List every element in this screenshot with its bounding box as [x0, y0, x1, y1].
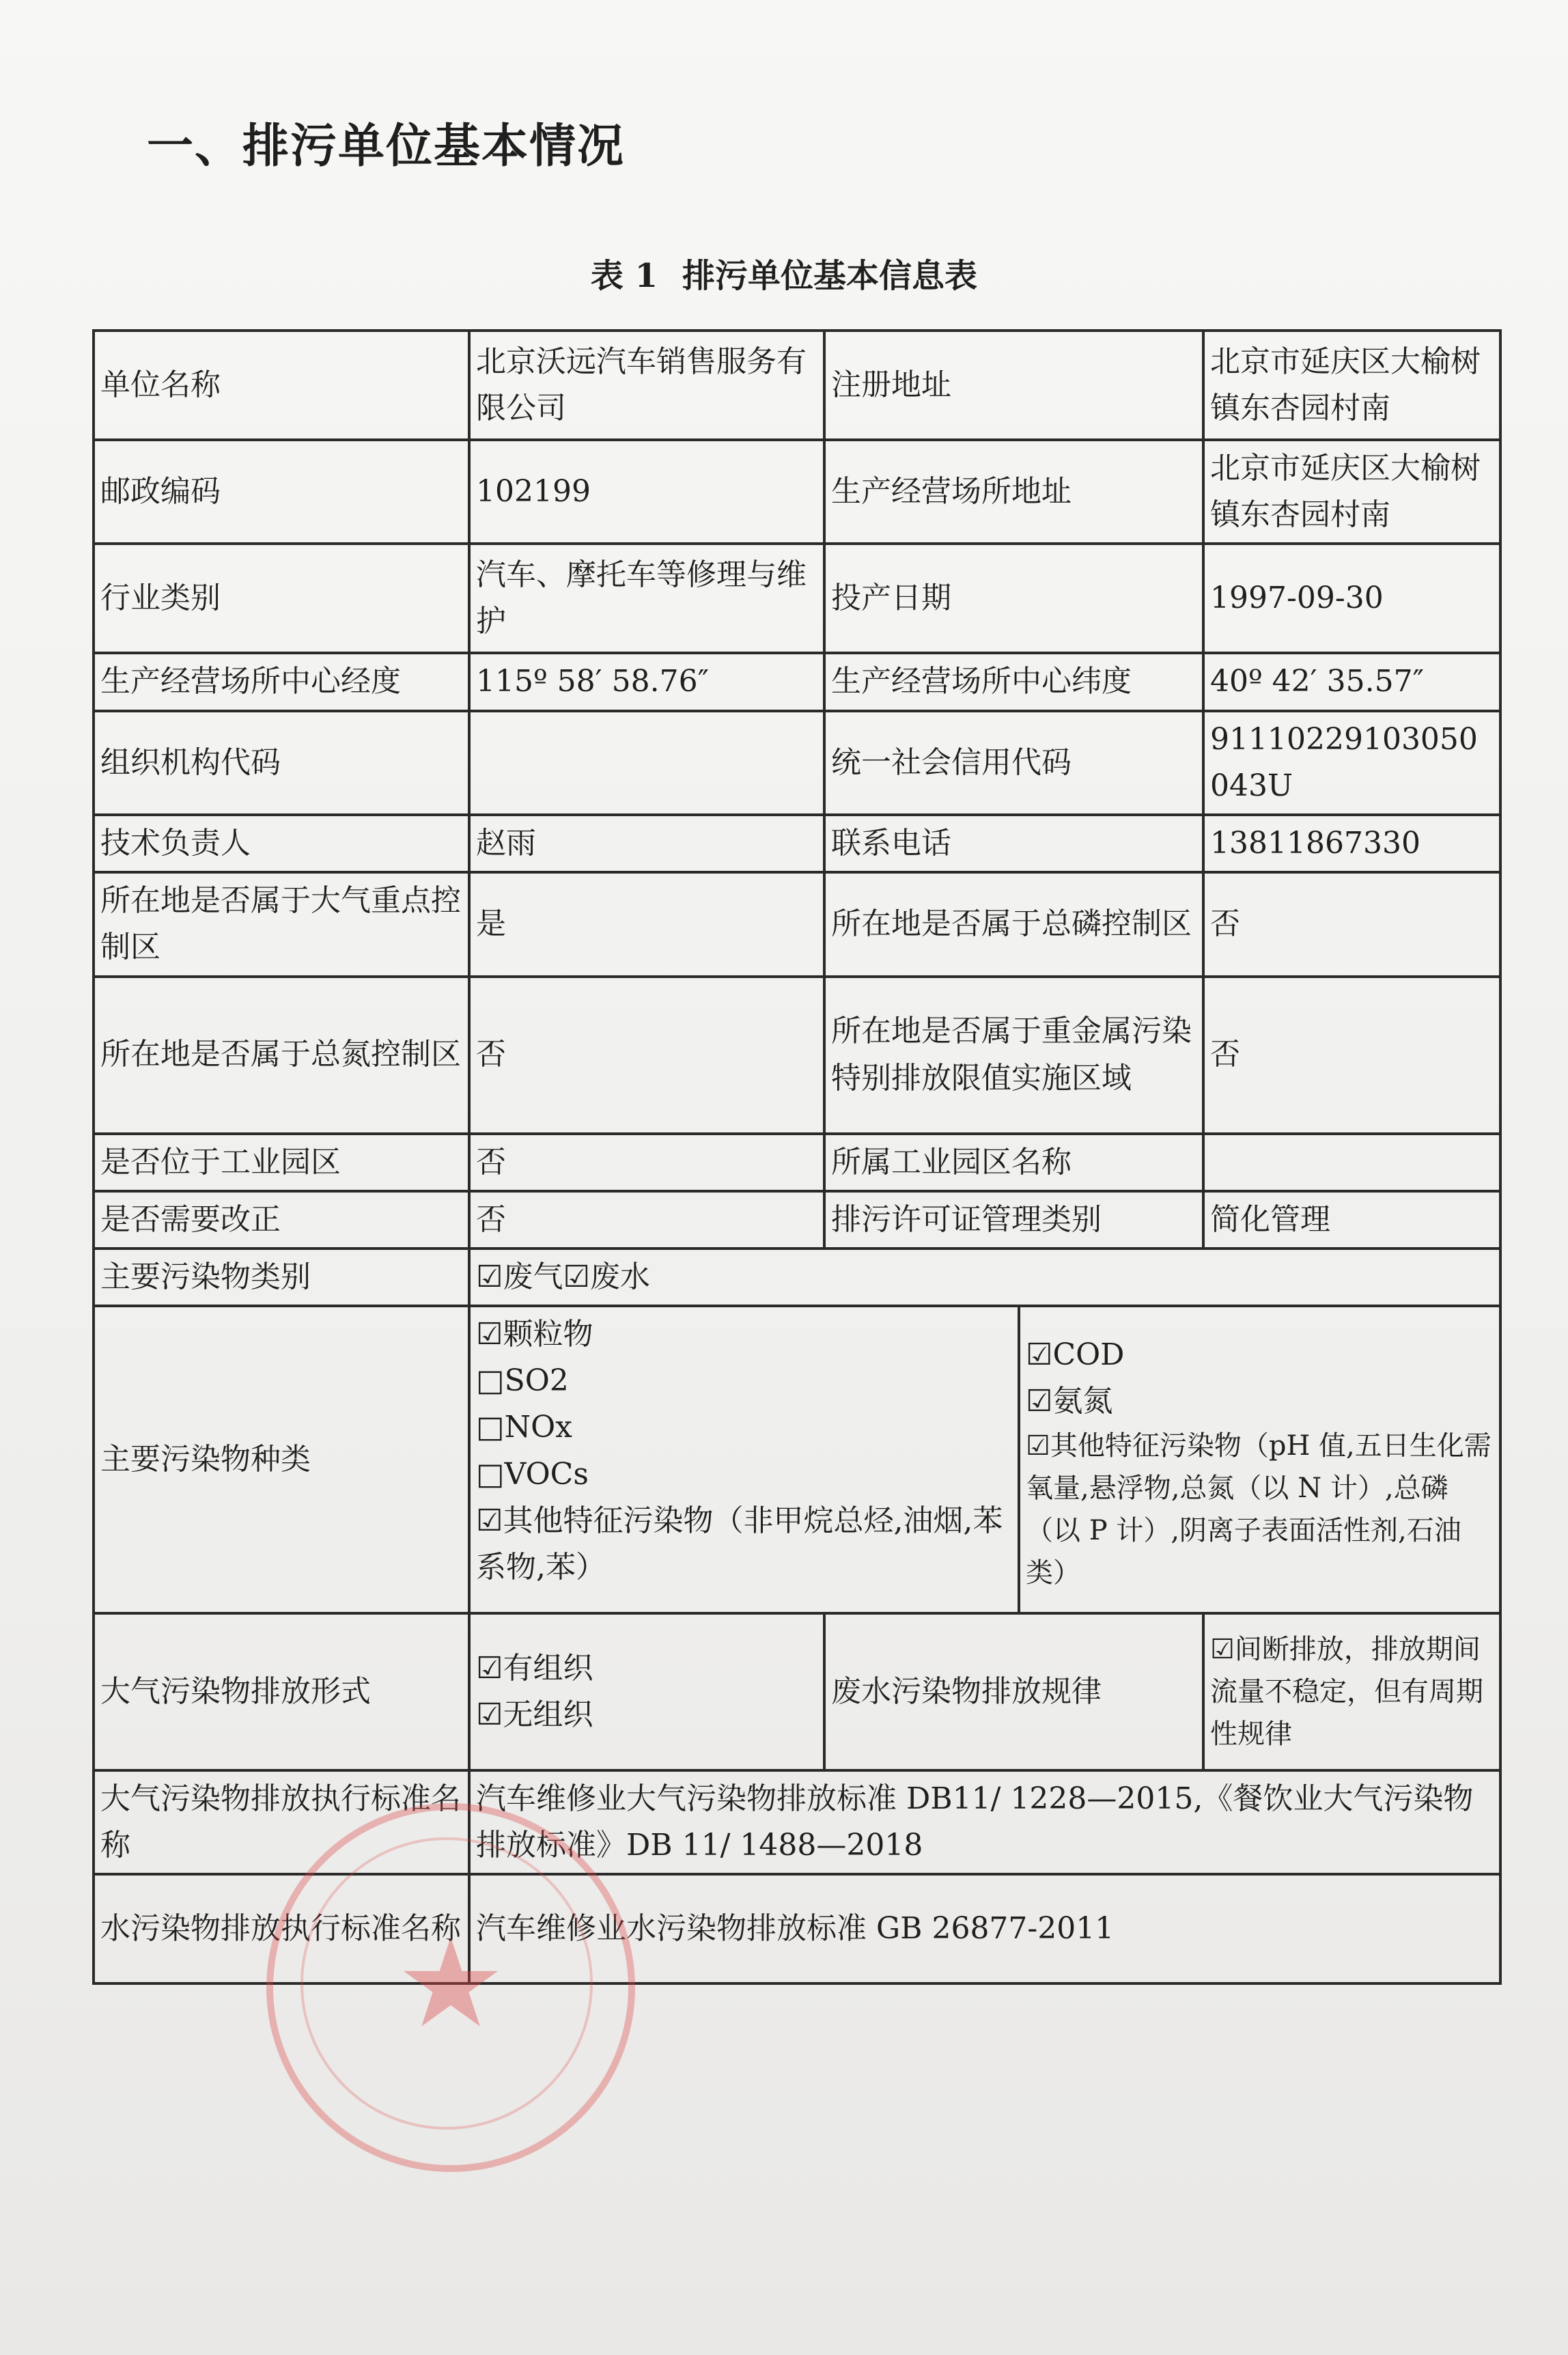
section-title: 一、排污单位基本情况 [147, 119, 626, 173]
nox-checkbox: □NOx [476, 1410, 572, 1445]
table-title: 排污单位基本信息表 [682, 257, 978, 295]
label-cell: 水污染物排放执行标准名称 [94, 1874, 469, 1983]
other-water-pollutants-checkbox: ☑其他特征污染物（pH 值,五日生化需氧量,悬浮物,总氮（以 N 计）,总磷（以 P 计）,阴离子表面活性剂,石油类） [1026, 1430, 1492, 1589]
label-cell: 组织机构代码 [94, 711, 469, 815]
label-cell: 大气污染物排放执行标准名称 [94, 1770, 469, 1874]
value-cell: 是 [469, 872, 824, 976]
table-row [94, 1191, 1500, 1249]
other-air-pollutants-checkbox: ☑其他特征污染物（非甲烷总烃,油烟,苯系物,苯） [476, 1503, 1003, 1585]
table-number: 表 1 [590, 257, 658, 295]
label-cell: 所在地是否属于总氮控制区 [94, 977, 469, 1134]
table-row [94, 1613, 1500, 1770]
label-cell: 是否需要改正 [94, 1191, 469, 1249]
value-cell: 简化管理 [1203, 1191, 1500, 1249]
value-cell: 北京市延庆区大榆树镇东杏园村南 [1203, 440, 1500, 544]
table-row [94, 440, 1500, 544]
label-cell: 联系电话 [824, 815, 1203, 872]
value-cell: 115º 58′ 58.76″ [469, 653, 824, 710]
label-cell: 所在地是否属于总磷控制区 [824, 872, 1203, 976]
exhaust-gas-checkbox: ☑废气 [476, 1259, 563, 1294]
table-row [94, 815, 1500, 872]
value-cell: 13811867330 [1203, 815, 1500, 872]
intermittent-discharge-checkbox: ☑间断排放，排放期间流量不稳定，但有周期性规律 [1203, 1613, 1500, 1770]
label-cell: 所在地是否属于重金属污染特别排放限值实施区域 [824, 977, 1203, 1134]
water-pollutants-cell [1019, 1306, 1500, 1613]
value-cell: 否 [469, 1191, 824, 1249]
table-row [94, 711, 1500, 815]
cod-checkbox: ☑COD [1026, 1337, 1125, 1373]
table-row [94, 331, 1500, 440]
label-cell: 注册地址 [824, 331, 1203, 440]
table-row [94, 1306, 1500, 1613]
label-cell: 单位名称 [94, 331, 469, 440]
table-row [94, 1770, 1500, 1874]
table-caption [0, 249, 1568, 296]
label-cell: 生产经营场所中心纬度 [824, 653, 1203, 710]
particulate-checkbox: ☑颗粒物 [476, 1317, 593, 1352]
table-row [94, 1134, 1500, 1191]
label-cell: 统一社会信用代码 [824, 711, 1203, 815]
value-cell: 1997-09-30 [1203, 544, 1500, 653]
label-cell: 生产经营场所中心经度 [94, 653, 469, 710]
basic-info-table [92, 329, 1502, 1985]
pollutant-category-cell [469, 1249, 1500, 1306]
table-row [94, 544, 1500, 653]
value-cell: 40º 42′ 35.57″ [1203, 653, 1500, 710]
value-cell: 北京市延庆区大榆树镇东杏园村南 [1203, 331, 1500, 440]
value-cell: 汽车、摩托车等修理与维护 [469, 544, 824, 653]
table-row [94, 977, 1500, 1134]
air-pollutants-cell [469, 1306, 1019, 1613]
value-cell [1203, 1134, 1500, 1191]
label-cell: 生产经营场所地址 [824, 440, 1203, 544]
value-cell: 赵雨 [469, 815, 824, 872]
value-cell: 否 [469, 977, 824, 1134]
water-standard-cell: 汽车维修业水污染物排放标准 GB 26877-2011 [469, 1874, 1500, 1983]
label-cell: 排污许可证管理类别 [824, 1191, 1203, 1249]
label-cell: 行业类别 [94, 544, 469, 653]
label-cell: 所在地是否属于大气重点控制区 [94, 872, 469, 976]
value-cell: 91110229103050043U [1203, 711, 1500, 815]
value-cell: 否 [469, 1134, 824, 1191]
label-cell: 主要污染物类别 [94, 1249, 469, 1306]
value-cell: 102199 [469, 440, 824, 544]
seal-star-icon: ★ [395, 1912, 506, 2055]
official-seal-stamp [266, 1803, 635, 2172]
value-cell [469, 711, 824, 815]
label-cell: 大气污染物排放形式 [94, 1613, 469, 1770]
fugitive-emission-checkbox: ☑无组织 [476, 1697, 593, 1733]
label-cell: 技术负责人 [94, 815, 469, 872]
table-row [94, 872, 1500, 976]
organized-emission-checkbox: ☑有组织 [476, 1650, 593, 1686]
label-cell: 是否位于工业园区 [94, 1134, 469, 1191]
value-cell: 否 [1203, 872, 1500, 976]
vocs-checkbox: □VOCs [476, 1456, 589, 1492]
value-cell: 北京沃远汽车销售服务有限公司 [469, 331, 824, 440]
value-cell: 否 [1203, 977, 1500, 1134]
air-standard-cell: 汽车维修业大气污染物排放标准 DB11/ 1228—2015,《餐饮业大气污染物排放标准》DB 11/ 1488—2018 [469, 1770, 1500, 1874]
label-cell: 所属工业园区名称 [824, 1134, 1203, 1191]
label-cell: 邮政编码 [94, 440, 469, 544]
so2-checkbox: □SO2 [476, 1363, 569, 1399]
label-cell: 废水污染物排放规律 [824, 1613, 1203, 1770]
label-cell: 主要污染物种类 [94, 1306, 469, 1613]
emission-form-cell [469, 1613, 824, 1770]
label-cell: 投产日期 [824, 544, 1203, 653]
ammonia-nitrogen-checkbox: ☑氨氮 [1026, 1384, 1113, 1419]
wastewater-checkbox: ☑废水 [563, 1259, 650, 1294]
table-row [94, 653, 1500, 710]
table-row [94, 1249, 1500, 1306]
